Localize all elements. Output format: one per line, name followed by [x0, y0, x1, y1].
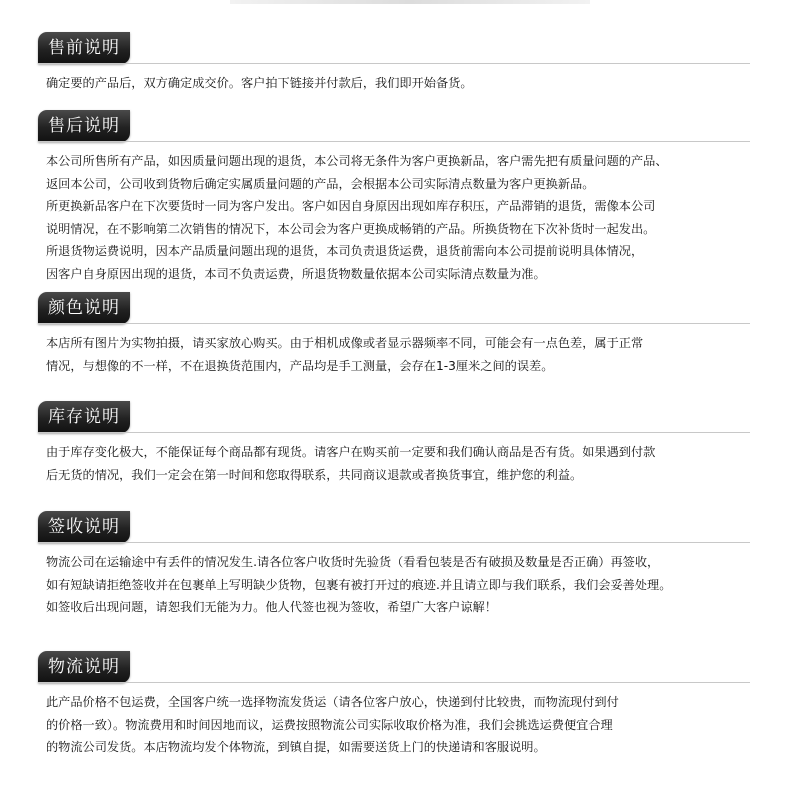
body-line: 所退货物运费说明，因本产品质量问题出现的退货，本司负责退货运费，退货前需向本公司提前说明具体情况， — [46, 244, 644, 258]
section-divider — [38, 682, 750, 683]
section-heading: 颜色说明 — [38, 292, 130, 324]
section-heading: 签收说明 — [38, 511, 130, 543]
section-body — [46, 332, 771, 377]
body-line: 因客户自身原因出现的退货，本司不负责运费，所退货物数量依据本公司实际清点数量为准。 — [46, 266, 546, 281]
section-divider — [38, 323, 750, 324]
body-line: 物流公司在运输途中有丢件的情况发生.请各位客户收货时先验货（看看包装是否有破损及数量是否正确）再签收， — [46, 555, 660, 569]
body-line: 本公司所售所有产品，如因质量问题出现的退货，本公司将无条件为客户更换新品，客户需先把有质量问题的产品、 — [46, 154, 668, 168]
section-divider — [38, 542, 750, 543]
section-divider — [38, 141, 750, 142]
section-heading: 物流说明 — [38, 651, 130, 683]
body-line: 情况，与想像的不一样，不在退换货范围内，产品均是手工测量，会存在1-3厘米之间的误差。 — [46, 358, 554, 373]
body-line: 确定要的产品后，双方确定成交价。客户拍下链接并付款后，我们即开始备货。 — [46, 76, 473, 90]
section-body — [46, 150, 771, 285]
section-divider — [38, 432, 750, 433]
section-body — [46, 691, 771, 759]
body-line: 的物流公司发货。本店物流均发个体物流，到镇自提，如需要送货上门的快递请和客服说明。 — [46, 740, 546, 754]
body-line: 如有短缺请拒绝签收并在包裹单上写明缺少货物，包裹有被打开过的痕迹.并且请立即与我们联系，我们会妥善处理。 — [46, 577, 672, 592]
top-decorative-line — [230, 0, 590, 4]
section-heading: 售后说明 — [38, 110, 130, 142]
body-line: 如签收后出现问题，请恕我们无能为力。他人代签也视为签收，希望广大客户谅解！ — [46, 600, 497, 614]
section-divider — [38, 63, 750, 64]
body-line: 说明情况，在不影响第二次销售的情况下，本公司会为客户更换成畅销的产品。所换货物在下次补货时一起发出。 — [46, 221, 656, 236]
body-line: 所更换新品客户在下次要货时一同为客户发出。客户如因自身原因出现如库存积压，产品滞销的退货，需像本公司 — [46, 199, 656, 213]
section-body — [46, 72, 771, 95]
section-heading: 库存说明 — [38, 401, 130, 433]
section-heading: 售前说明 — [38, 32, 130, 64]
body-line: 返回本公司，公司收到货物后确定实属质量问题的产品，会根据本公司实际清点数量为客户更换新品。 — [46, 176, 595, 191]
body-line: 由于库存变化极大，不能保证每个商品都有现货。请客户在购买前一定要和我们确认商品是否有货。如果遇到付款 — [46, 445, 656, 459]
body-line: 此产品价格不包运费，全国客户统一选择物流发货运（请各位客户放心，快递到付比较贵，而物流现付到付 — [46, 695, 619, 709]
body-line: 本店所有图片为实物拍摄，请买家放心购买。由于相机成像或者显示器频率不同，可能会有一点色差，属于正常 — [46, 336, 644, 350]
body-line: 的价格一致）。物流费用和时间因地而议，运费按照物流公司实际收取价格为准，我们会挑选运费便宜合理 — [46, 717, 613, 732]
section-body — [46, 441, 771, 486]
body-line: 后无货的情况，我们一定会在第一时间和您取得联系，共同商议退款或者换货事宜，维护您的利益。 — [46, 467, 583, 482]
section-body — [46, 551, 771, 619]
